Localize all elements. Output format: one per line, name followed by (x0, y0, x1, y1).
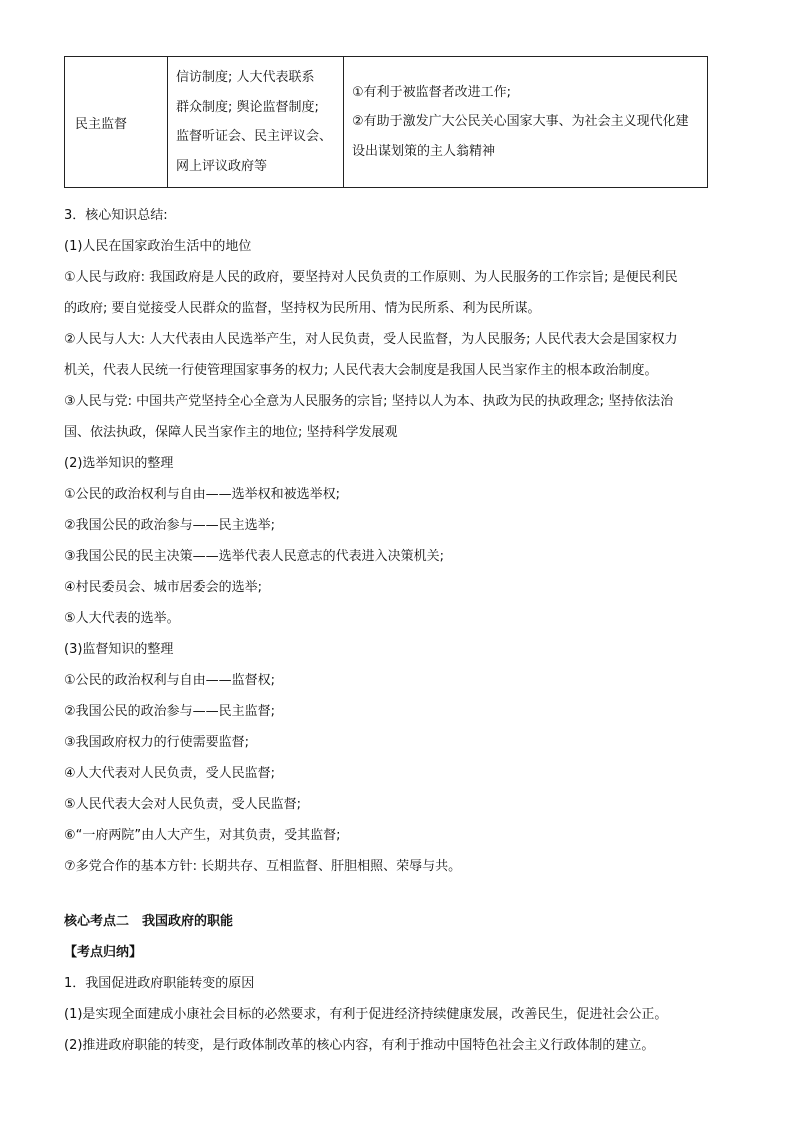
list-item: ⑥“一府两院”由人大产生，对其负责，受其监督; (64, 828, 341, 843)
effects-line: ②有助于激发广大公民关心国家大事、为社会主义现代化建 (352, 114, 689, 130)
section-heading: 1．我国促进政府职能转变的原因 (64, 976, 255, 991)
subsection-title: (3)监督知识的整理 (64, 642, 174, 657)
paragraph-line: ①人民与政府: 我国政府是人民的政府，要坚持对人民负责的工作原则、为人民服务的工作宗旨; 是便民利民 (64, 270, 678, 285)
spacer (64, 882, 734, 906)
core-point-title: 核心考点二 我国政府的职能 (64, 914, 234, 929)
subsection-title: (1)人民在国家政治生活中的地位 (64, 239, 252, 254)
paragraph-line: 机关，代表人民统一行使管理国家事务的权力; 人民代表大会制度是我国人民当家作主的根本政治制度。 (64, 363, 658, 378)
list-item: ④人大代表对人民负责，受人民监督; (64, 766, 276, 781)
section-heading: 3．核心知识总结: (64, 208, 168, 223)
forms-line: 群众制度; 舆论监督制度; (176, 99, 319, 115)
list-item: ⑤人大代表的选举。 (64, 611, 180, 626)
supervision-table (64, 56, 708, 188)
effects-line: 设出谋划策的主人翁精神 (352, 143, 496, 159)
subsection-title: (2)选举知识的整理 (64, 456, 174, 471)
list-item: ②我国公民的政治参与——民主监督; (64, 704, 276, 719)
list-item: ①公民的政治权利与自由——监督权; (64, 673, 276, 688)
forms-cell (168, 57, 344, 188)
row-label: 民主监督 (75, 116, 128, 132)
paragraph-line: ②人民与人大: 人大代表由人民选举产生，对人民负责，受人民监督，为人民服务; 人民代表大会是国家权力 (64, 332, 678, 347)
effects-cell (344, 57, 708, 188)
row-label-cell (65, 57, 168, 188)
paragraph-line: (2)推进政府职能的转变，是行政体制改革的核心内容，有利于推动中国特色社会主义行政体制的建立。 (64, 1038, 655, 1053)
list-item: ②我国公民的政治参与——民主选举; (64, 518, 276, 533)
table-row (65, 57, 708, 188)
effects-line: ①有利于被监督者改进工作; (352, 84, 512, 100)
summary-tag: 【考点归纳】 (64, 945, 143, 960)
body-text (64, 200, 734, 1061)
list-item: ③我国政府权力的行使需要监督; (64, 735, 250, 750)
list-item: ⑦多党合作的基本方针: 长期共存、互相监督、肝胆相照、荣辱与共。 (64, 859, 462, 874)
list-item: ⑤人民代表大会对人民负责，受人民监督; (64, 797, 302, 812)
paragraph-line: 的政府; 要自觉接受人民群众的监督，坚持权为民所用、情为民所系、利为民所谋。 (64, 301, 541, 316)
paragraph-line: (1)是实现全面建成小康社会目标的必然要求，有利于促进经济持续健康发展，改善民生，促进社会公正。 (64, 1007, 668, 1022)
forms-line: 监督听证会、民主评议会、 (176, 129, 333, 144)
forms-line: 网上评议政府等 (176, 158, 268, 174)
list-item: ①公民的政治权利与自由——选举权和被选举权; (64, 487, 341, 502)
paragraph-line: ③人民与党: 中国共产党坚持全心全意为人民服务的宗旨; 坚持以人为本、执政为民的执政理念; 坚持依法治 (64, 394, 674, 409)
list-item: ④村民委员会、城市居委会的选举; (64, 580, 263, 595)
forms-line: 信访制度; 人大代表联系 (176, 70, 315, 85)
paragraph-line: 国、依法执政，保障人民当家作主的地位; 坚持科学发展观 (64, 425, 398, 440)
list-item: ③我国公民的民主决策——选举代表人民意志的代表进入决策机关; (64, 549, 445, 564)
